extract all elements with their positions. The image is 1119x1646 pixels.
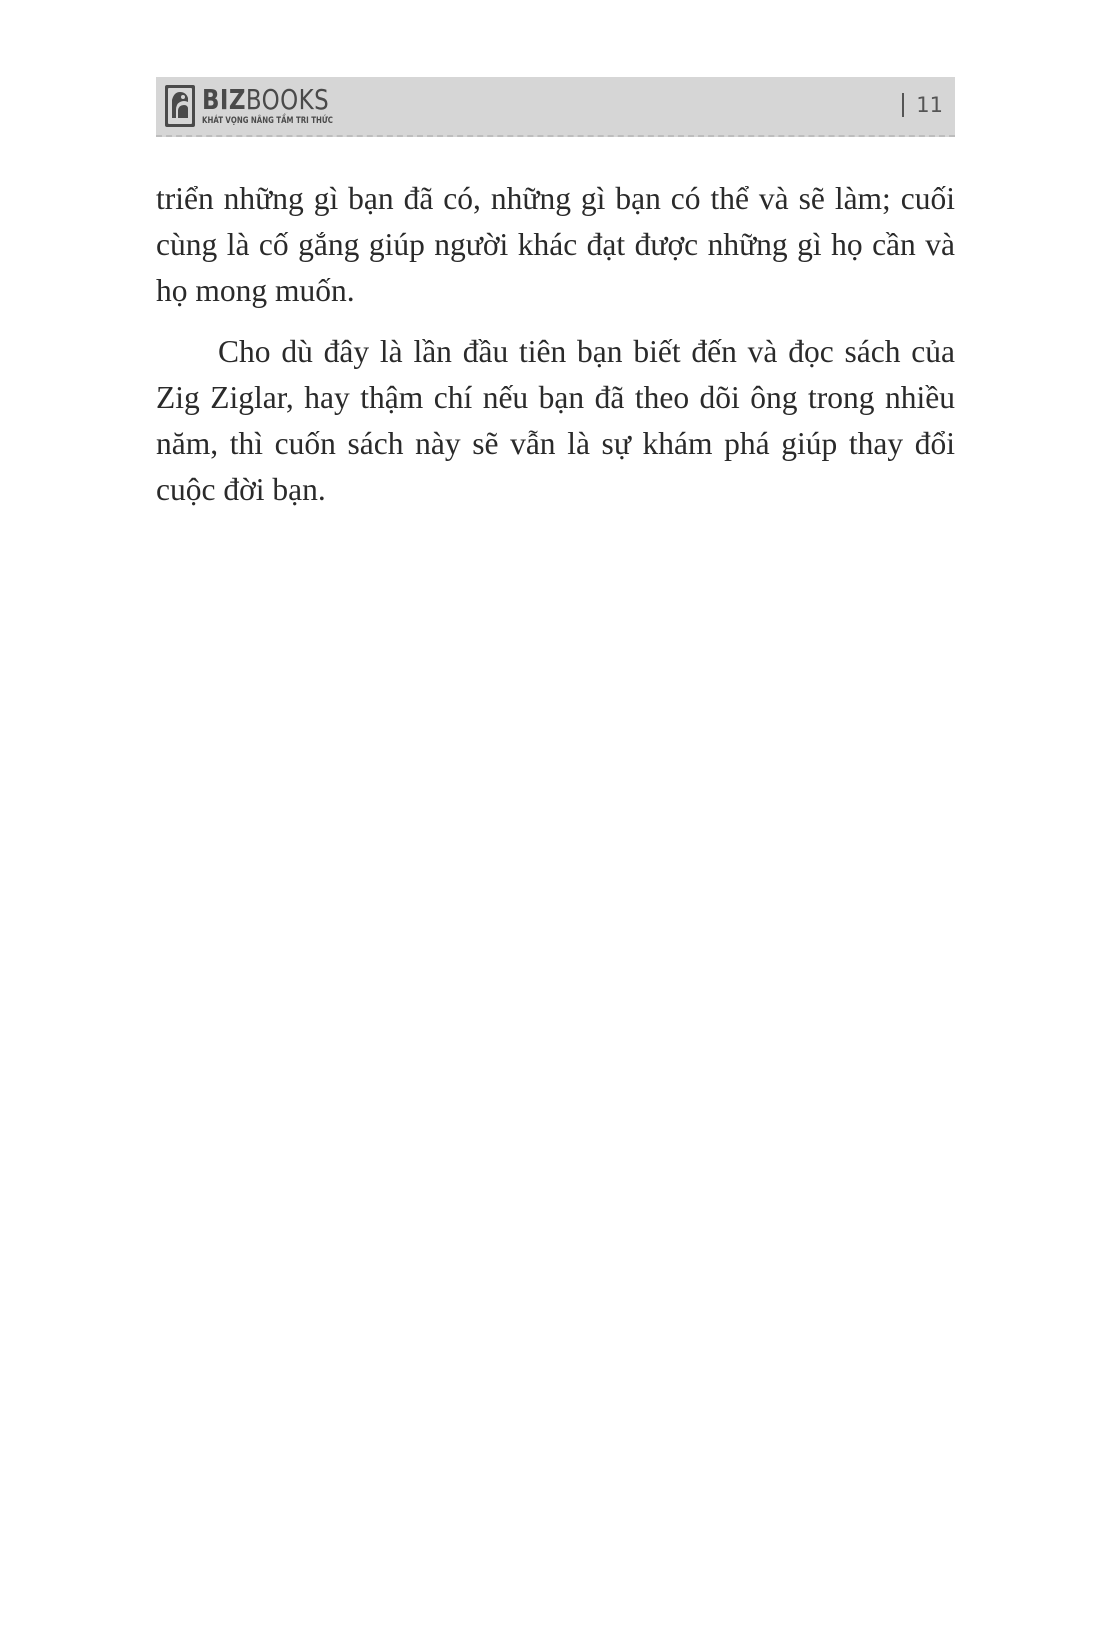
page-number [902, 92, 943, 118]
bizbooks-logo [164, 83, 370, 129]
brand-name-bold: BIZ [202, 83, 246, 116]
bizbooks-emblem-icon [164, 84, 196, 128]
paragraph-continuation: triển những gì bạn đã có, những gì bạn có thể và sẽ làm; cuối cùng là cố gắng giúp người khác đạt được những gì họ cần và họ mong muốn. [156, 181, 955, 308]
running-header [156, 77, 955, 137]
paragraph: Cho dù đây là lần đầu tiên bạn biết đến và đọc sách của Zig Ziglar, hay thậm chí nếu bạn đã theo dõi ông trong nhiều năm, thì cuốn sách này sẽ vẫn là sự khám phá giúp thay đổi cuộc đời bạn. [156, 334, 955, 507]
brand-tagline: KHÁT VỌNG NÂNG TẦM TRI THỨC [202, 116, 333, 126]
page-number-value: 11 [916, 93, 943, 117]
brand-name [202, 85, 340, 115]
body-text [156, 176, 955, 513]
page-number-separator [902, 93, 904, 117]
brand-name-regular: BOOKS [245, 83, 330, 116]
